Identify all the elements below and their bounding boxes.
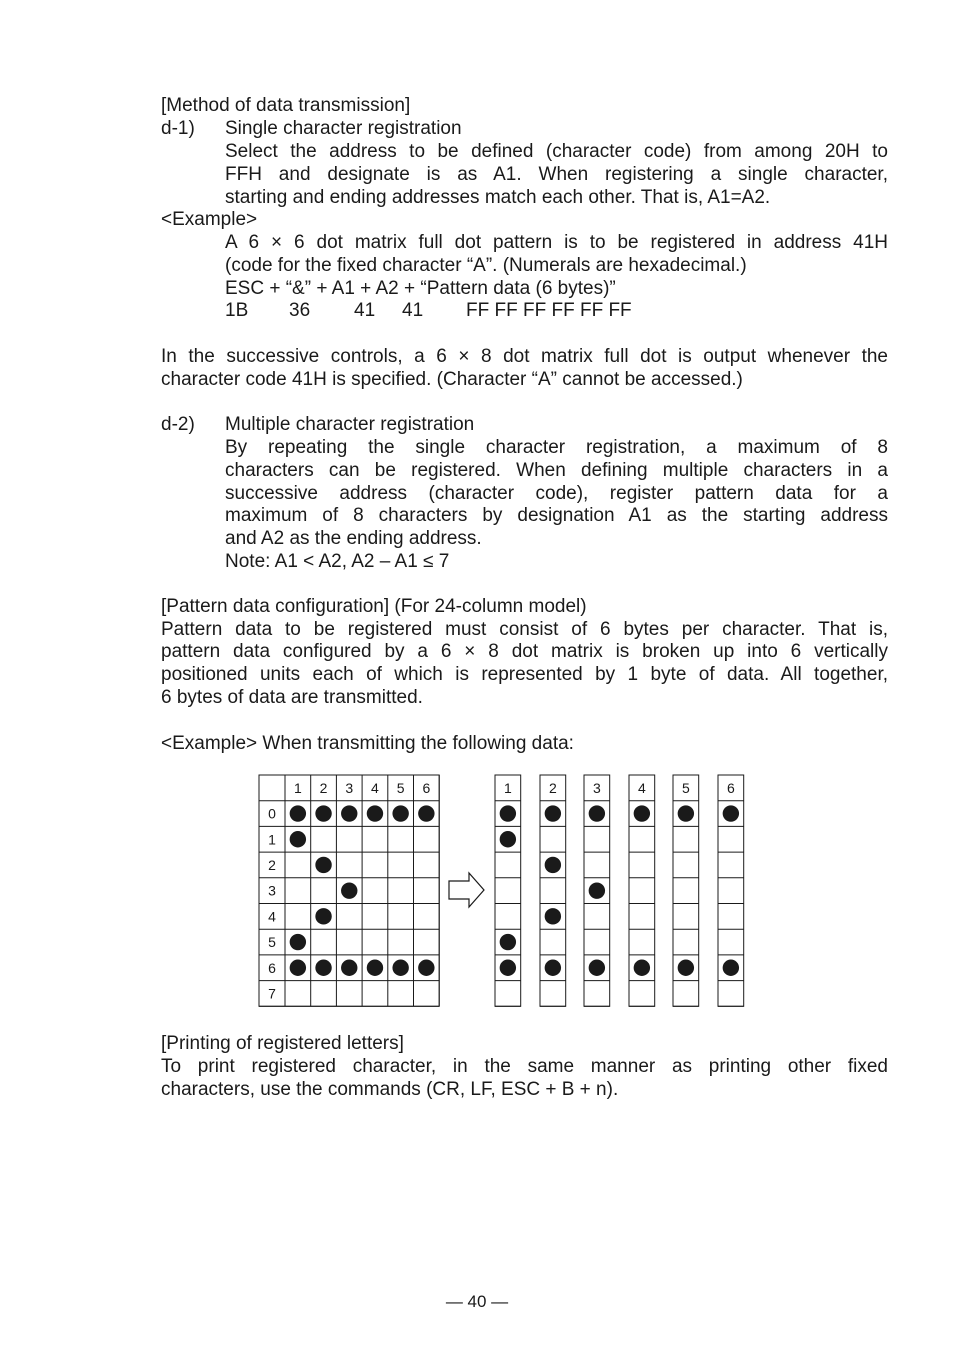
byte-column-dot <box>678 805 694 821</box>
grid-row-label: 7 <box>268 985 276 1002</box>
d2-text-line: successive address (character code), register pattern data for a <box>225 483 888 504</box>
grid-row-label: 3 <box>268 882 276 899</box>
matrix-dot <box>290 805 306 821</box>
pattern-text-line: positioned units each of which is represented by 1 byte of data. All together, <box>161 664 888 685</box>
hex-value: 36 <box>289 300 311 321</box>
hex-value: 1B <box>225 300 249 321</box>
hex-value: 41 <box>402 300 424 321</box>
printing-text-line: To print registered character, in the same manner as printing other fixed <box>161 1056 888 1077</box>
heading-pattern: [Pattern data configuration] (For 24-column model) <box>161 596 587 617</box>
matrix-dot <box>418 805 434 821</box>
example-when-line: <Example> When transmitting the following data: <box>161 733 574 754</box>
matrix-dot <box>315 908 331 924</box>
matrix-dot <box>341 882 357 898</box>
matrix-dot <box>418 960 434 976</box>
d1-title: Single character registration <box>225 118 462 139</box>
d1-text-line: starting and ending addresses match each other. That is, A1=A2. <box>225 187 771 208</box>
matrix-dot <box>290 934 306 950</box>
byte-column-label: 2 <box>548 779 557 796</box>
example-label: <Example> <box>161 209 258 230</box>
example-text-line: A 6 × 6 dot matrix full dot pattern is to be registered in address 41H <box>225 232 888 253</box>
matrix-dot <box>341 960 357 976</box>
successive-text-line: character code 41H is specified. (Character “A” cannot be accessed.) <box>161 369 743 390</box>
pattern-text-line: 6 bytes of data are transmitted. <box>161 687 423 708</box>
grid-row-label: 2 <box>268 856 276 873</box>
d2-text-line: By repeating the single character registration, a maximum of 8 <box>225 437 888 458</box>
matrix-dot <box>367 960 383 976</box>
byte-column-dot <box>589 960 605 976</box>
matrix-dot <box>290 831 306 847</box>
byte-column-dot <box>545 857 561 873</box>
matrix-dot <box>341 805 357 821</box>
d2-text-line: and A2 as the ending address. <box>225 528 482 549</box>
byte-column-dot <box>678 960 694 976</box>
byte-column-label: 3 <box>592 779 601 796</box>
grid-row-label: 6 <box>268 959 276 976</box>
byte-column-label: 5 <box>681 779 690 796</box>
pattern-text-line: Pattern data to be registered must consist of 6 bytes per character. That is, <box>161 619 888 640</box>
byte-column-label: 4 <box>637 779 646 796</box>
byte-column-label: 6 <box>726 779 735 796</box>
byte-column-label: 1 <box>503 779 512 796</box>
pattern-text-line: pattern data configured by a 6 × 8 dot matrix is broken up into 6 vertically <box>161 641 888 662</box>
example-text-line: (code for the fixed character “A”. (Numerals are hexadecimal.) <box>225 255 747 276</box>
byte-column-dot <box>500 805 516 821</box>
d2-title: Multiple character registration <box>225 414 475 435</box>
d2-text-line: characters can be registered. When defining multiple characters in a <box>225 460 888 481</box>
matrix-dot <box>315 857 331 873</box>
matrix-dot <box>315 805 331 821</box>
grid-row-label: 5 <box>268 934 276 951</box>
grid-col-label: 3 <box>345 779 354 796</box>
d1-label: d-1) <box>161 118 195 139</box>
grid-row-label: 4 <box>268 908 276 925</box>
byte-column-dot <box>500 831 516 847</box>
matrix-dot <box>392 805 408 821</box>
heading-method: [Method of data transmission] <box>161 95 411 116</box>
byte-column-dot <box>634 805 650 821</box>
grid-row-label: 0 <box>268 805 276 822</box>
printing-text-line: characters, use the commands (CR, LF, ESC + B + n). <box>161 1079 619 1100</box>
byte-column-dot <box>723 805 739 821</box>
matrix-dot <box>290 960 306 976</box>
grid-col-label: 6 <box>422 779 431 796</box>
d2-label: d-2) <box>161 414 195 435</box>
d2-note: Note: A1 < A2, A2 – A1 ≤ 7 <box>225 551 450 572</box>
matrix-dot <box>392 960 408 976</box>
byte-column-dot <box>545 960 561 976</box>
grid-col-label: 2 <box>319 779 328 796</box>
byte-column-dot <box>634 960 650 976</box>
right-arrow-outline-icon <box>449 873 484 907</box>
matrix-dot <box>367 805 383 821</box>
heading-printing: [Printing of registered letters] <box>161 1033 404 1054</box>
byte-column-dot <box>545 908 561 924</box>
byte-column-dot <box>500 934 516 950</box>
grid-col-label: 1 <box>293 779 302 796</box>
hex-value: FF FF FF FF FF FF <box>466 300 632 321</box>
grid-row-label: 1 <box>268 831 276 848</box>
grid-col-label: 4 <box>371 779 379 796</box>
byte-column-dot <box>589 882 605 898</box>
byte-column-dot <box>723 960 739 976</box>
successive-text-line: In the successive controls, a 6 × 8 dot matrix full dot is output whenever the <box>161 346 888 367</box>
byte-column-dot <box>545 805 561 821</box>
page-number: — 40 — <box>445 1292 509 1311</box>
d1-text-line: Select the address to be defined (character code) from among 20H to <box>225 141 888 162</box>
hex-value: 41 <box>354 300 376 321</box>
matrix-dot <box>315 960 331 976</box>
d1-text-line: FFH and designate is as A1. When registering a single character, <box>225 164 888 185</box>
d2-text-line: maximum of 8 characters by designation A1 as the starting address <box>225 505 888 526</box>
example-text-line: ESC + “&” + A1 + A2 + “Pattern data (6 bytes)” <box>225 278 616 299</box>
byte-column-dot <box>589 805 605 821</box>
byte-column-dot <box>500 960 516 976</box>
grid-col-label: 5 <box>396 779 405 796</box>
